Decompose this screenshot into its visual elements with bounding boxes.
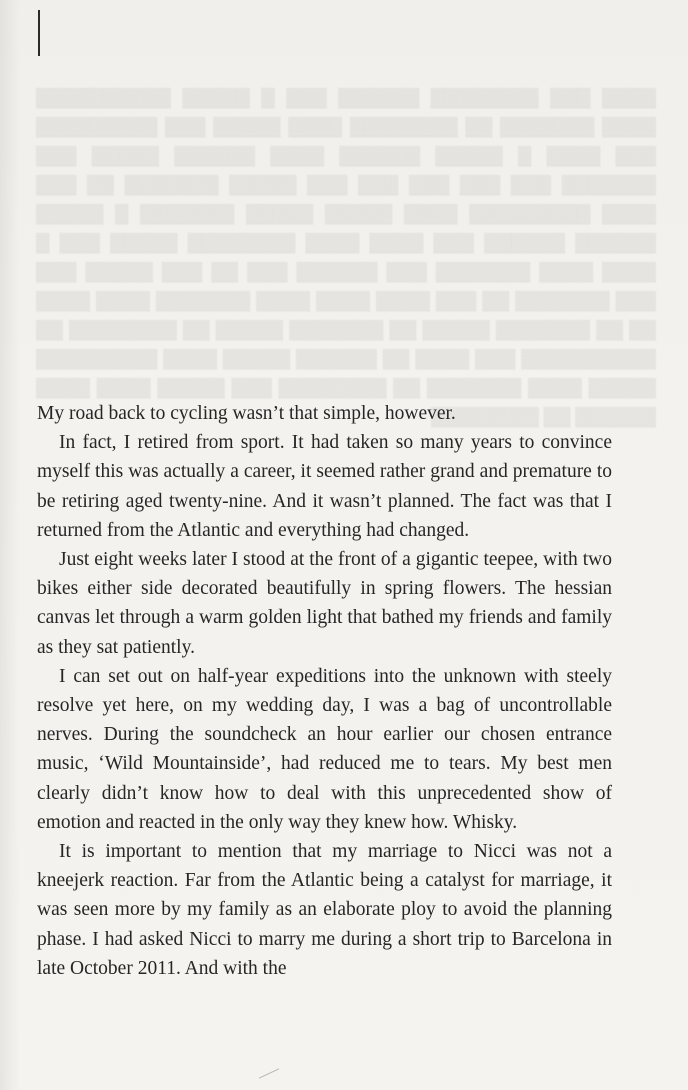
paragraph-4: I can set out on half-year expeditions into the unknown with steely resolve yet here, on my wedding day, I was a bag of uncontrollable nerves. During the soundcheck an hour earlier our chosen entrance music, ‘Wild Mountainside’, had reduced me to tears. My best men clearly didn’t know how to deal with this unprecedented show of emotion and reacted in the only way they knew how. Whisky. (37, 665, 612, 833)
show-through-text: ▓▓▓▓ ▓▓▓ ▓▓▓▓▓▓▓▓ ▓▓▓▓▓▓ ▓▓▓ ▓ ▓▓▓▓▓ ▓▓▓▓▓▓▓▓▓▓ ▓▓▓▓ ▓▓▓▓▓▓▓ ▓▓ ▓▓▓▓▓▓▓▓ ▓▓▓▓ ▓▓▓▓▓ ▓▓▓ ▓▓▓▓▓▓▓▓▓ ▓▓▓ ▓▓▓▓ ▓ ▓▓▓▓▓ ▓▓▓▓▓▓ ▓▓▓▓ ▓▓▓▓▓▓ ▓▓▓▓▓ ▓▓▓ ▓▓▓▓▓▓▓ ▓▓▓ ▓▓▓ ▓▓▓ ▓▓▓ ▓▓▓ ▓▓▓▓▓ ▓▓▓▓▓▓▓ ▓▓ ▓▓▓ ▓▓▓▓ ▓▓▓▓▓▓▓▓▓ ▓▓▓▓ ▓▓▓▓▓ ▓▓▓▓▓ ▓▓▓▓▓▓▓ ▓ ▓▓▓▓▓ ▓▓▓▓▓▓ ▓▓▓▓▓▓ ▓▓▓ ▓▓▓▓ ▓▓▓▓ ▓▓▓▓▓▓▓▓ ▓▓▓▓▓ ▓▓▓ ▓ ▓▓▓▓ ▓▓▓▓ ▓▓▓▓▓▓▓ ▓▓▓ ▓▓▓▓▓▓ ▓▓▓ ▓▓ ▓▓▓ ▓▓▓▓▓ ▓▓▓ ▓▓▓ ▓▓▓▓▓▓▓ ▓▓ ▓▓▓ ▓▓▓▓ ▓▓▓▓ ▓▓▓▓ ▓▓▓▓▓▓▓ ▓▓▓▓ ▓▓▓▓ ▓▓ ▓▓ ▓▓▓▓▓▓▓ ▓▓▓▓▓ ▓▓ ▓▓▓▓▓▓▓ ▓▓▓▓▓ ▓▓ ▓▓▓▓▓▓▓▓ ▓▓ ▓▓▓▓▓▓▓▓▓▓ ▓▓▓ ▓▓▓▓ ▓▓ ▓▓▓▓▓▓ ▓▓▓▓▓ ▓▓▓▓ ▓▓▓▓▓▓▓▓▓ ▓▓▓▓▓ ▓▓▓▓ ▓▓▓▓▓▓▓ ▓▓ ▓▓▓▓▓▓▓▓ ▓▓▓ ▓▓▓▓▓ ▓▓▓▓ ▓▓▓▓ ▓▓▓▓▓▓ ▓▓ ▓▓▓▓▓▓▓▓ (36, 88, 656, 427)
paragraph-1: My road back to cycling wasn’t that simple, however. (37, 403, 456, 424)
paragraph-2: In fact, I retired from sport. It had taken so many years to convince myself this was actually a career, it seemed rather grand and premature to be retiring aged twenty-nine. And it wasn’t planned. The fact was that I returned from the Atlantic and everything had changed. (37, 432, 612, 541)
page-scratch-mark (259, 1068, 279, 1078)
body-text (37, 399, 612, 983)
spine-mark (38, 10, 40, 56)
page-gutter-shadow (0, 0, 20, 1090)
paragraph-3: Just eight weeks later I stood at the front of a gigantic teepee, with two bikes either side decorated beautifully in spring flowers. The hessian canvas let through a warm golden light that bathed my friends and family as they sat patiently. (37, 549, 612, 658)
paragraph-5: It is important to mention that my marriage to Nicci was not a kneejerk reaction. Far from the Atlantic being a catalyst for marriage, it was seen more by my family as an elaborate ploy to avoid the planning phase. I had asked Nicci to marry me during a short trip to Barcelona in late October 2011. And with the (37, 841, 612, 979)
